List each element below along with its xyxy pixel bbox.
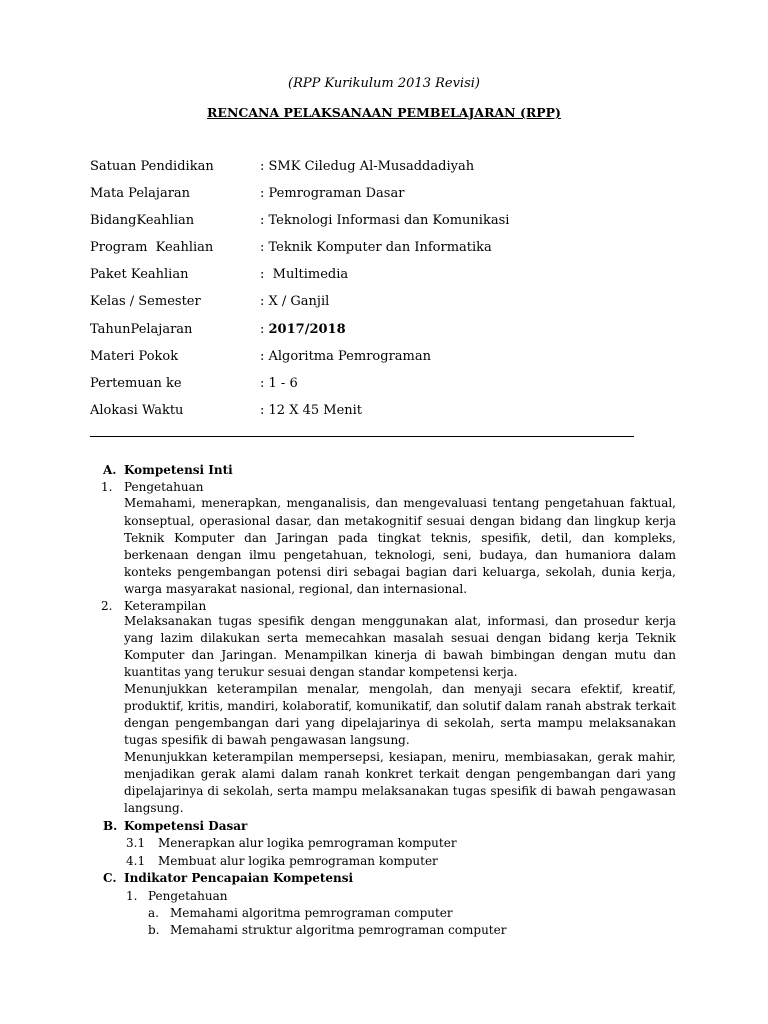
identity-label: Program Keahlian: [90, 240, 214, 255]
paragraph-line: tugas spesifik di bawah pengawasan langsung.: [124, 733, 410, 747]
paragraph-line: berkenaan dengan ilmu pengetahuan, teknologi, seni, budaya, dan humaniora dalam: [124, 548, 676, 562]
paragraph-line: dipelajarinya di sekolah, serta mampu melaksanakan tugas spesifik di bawah pengawasan: [124, 784, 676, 798]
identity-label: BidangKeahlian: [90, 213, 195, 228]
paragraph-line: dengan pengembangan dari yang dipelajarinya di sekolah, serta mampu melaksanakan: [124, 716, 676, 730]
paragraph-line: Teknik Komputer dan Jaringan pada tingkat teknis, spesifik, detil, dan kompleks,: [124, 531, 676, 545]
item-title-pengetahuan: Pengetahuan: [148, 889, 228, 903]
identity-label: Alokasi Waktu: [90, 403, 184, 418]
identity-label: TahunPelajaran: [90, 322, 193, 337]
identity-label: Mata Pelajaran: [90, 186, 191, 201]
item-title-pengetahuan: Pengetahuan: [124, 480, 204, 494]
identity-label: Materi Pokok: [90, 349, 179, 364]
identity-value: : Algoritma Pemrograman: [260, 349, 431, 364]
kd-number: 4.1: [126, 854, 146, 868]
section-b-letter: B.: [103, 819, 118, 833]
subitem-letter: b.: [148, 923, 160, 937]
item-title-keterampilan: Keterampilan: [124, 599, 207, 613]
paragraph-line: Menunjukkan keterampilan mempersepsi, kesiapan, meniru, membiasakan, gerak mahir,: [124, 750, 676, 764]
paragraph-line: Komputer dan Jaringan. Menampilkan kinerja di bawah bimbingan dengan mutu dan: [124, 648, 676, 662]
identity-label: Pertemuan ke: [90, 376, 182, 391]
paragraph-line: yang lazim dilakukan serta memecahkan masalah sesuai dengan bidang kerja Teknik: [124, 631, 676, 645]
section-c-letter: C.: [103, 871, 117, 885]
paragraph-line: konteks pengembangan potensi diri sebagai bagian dari keluarga, sekolah, dunia kerja,: [124, 565, 676, 579]
paragraph-line: menjadikan gerak alami dalam ranah konkret terkait dengan pengembangan dari yang: [124, 767, 676, 781]
kd-text: Menerapkan alur logika pemrograman komputer: [158, 836, 457, 850]
paragraph-line: produktif, kritis, mandiri, kolaboratif, komunikatif, dan solutif dalam ranah abstrak terkait: [124, 699, 676, 713]
item-number: 2.: [101, 599, 113, 613]
identity-label: Satuan Pendidikan: [90, 159, 214, 174]
subitem-text: Memahami algoritma pemrograman computer: [170, 906, 453, 920]
item-number: 1.: [126, 889, 138, 903]
identity-value: : 12 X 45 Menit: [260, 403, 363, 418]
identity-value: : X / Ganjil: [260, 294, 330, 309]
section-b-heading: Kompetensi Dasar: [124, 819, 248, 833]
horizontal-divider: [90, 436, 634, 437]
paragraph-line: Memahami, menerapkan, menganalisis, dan mengevaluasi tentang pengetahuan faktual,: [124, 496, 676, 510]
subitem-text: Memahami struktur algoritma pemrograman computer: [170, 923, 507, 937]
identity-label: Paket Keahlian: [90, 267, 189, 282]
paragraph-line: konseptual, operasional dasar, dan metakognitif sesuai dengan bidang dan lingkup kerja: [124, 514, 676, 528]
identity-value: : SMK Ciledug Al-Musaddadiyah: [260, 159, 475, 174]
section-a-heading: Kompetensi Inti: [124, 463, 233, 477]
document-title: RENCANA PELAKSANAAN PEMBELAJARAN (RPP): [207, 105, 561, 120]
kd-text: Membuat alur logika pemrograman komputer: [158, 854, 438, 868]
identity-value: : Pemrograman Dasar: [260, 186, 405, 201]
identity-value: : Multimedia: [260, 267, 349, 282]
identity-label: Kelas / Semester: [90, 294, 201, 309]
identity-value: : 1 - 6: [260, 376, 298, 391]
subitem-letter: a.: [148, 906, 159, 920]
identity-value: : Teknologi Informasi dan Komunikasi: [260, 213, 510, 228]
paragraph-line: langsung.: [124, 801, 184, 815]
document-subtitle: [0, 76, 768, 91]
subtitle-text: RPP Kurikulum 2013 Revisi: [293, 76, 475, 91]
identity-value: : Teknik Komputer dan Informatika: [260, 240, 492, 255]
paragraph-line: warga masyarakat nasional, regional, dan internasional.: [124, 582, 468, 596]
identity-value: : 2017/2018: [260, 322, 346, 337]
paragraph-line: kuantitas yang terukur sesuai dengan standar kompetensi kerja.: [124, 665, 518, 679]
subtitle-open-paren: (: [287, 76, 294, 91]
subtitle-close-paren: ): [474, 76, 480, 91]
kd-number: 3.1: [126, 836, 146, 850]
section-c-heading: Indikator Pencapaian Kompetensi: [124, 871, 354, 885]
paragraph-line: Melaksanakan tugas spesifik dengan menggunakan alat, informasi, dan prosedur kerja: [124, 614, 676, 628]
item-number: 1.: [101, 480, 113, 494]
section-a-letter: A.: [103, 463, 117, 477]
paragraph-line: Menunjukkan keterampilan menalar, mengolah, dan menyaji secara efektif, kreatif,: [124, 682, 676, 696]
